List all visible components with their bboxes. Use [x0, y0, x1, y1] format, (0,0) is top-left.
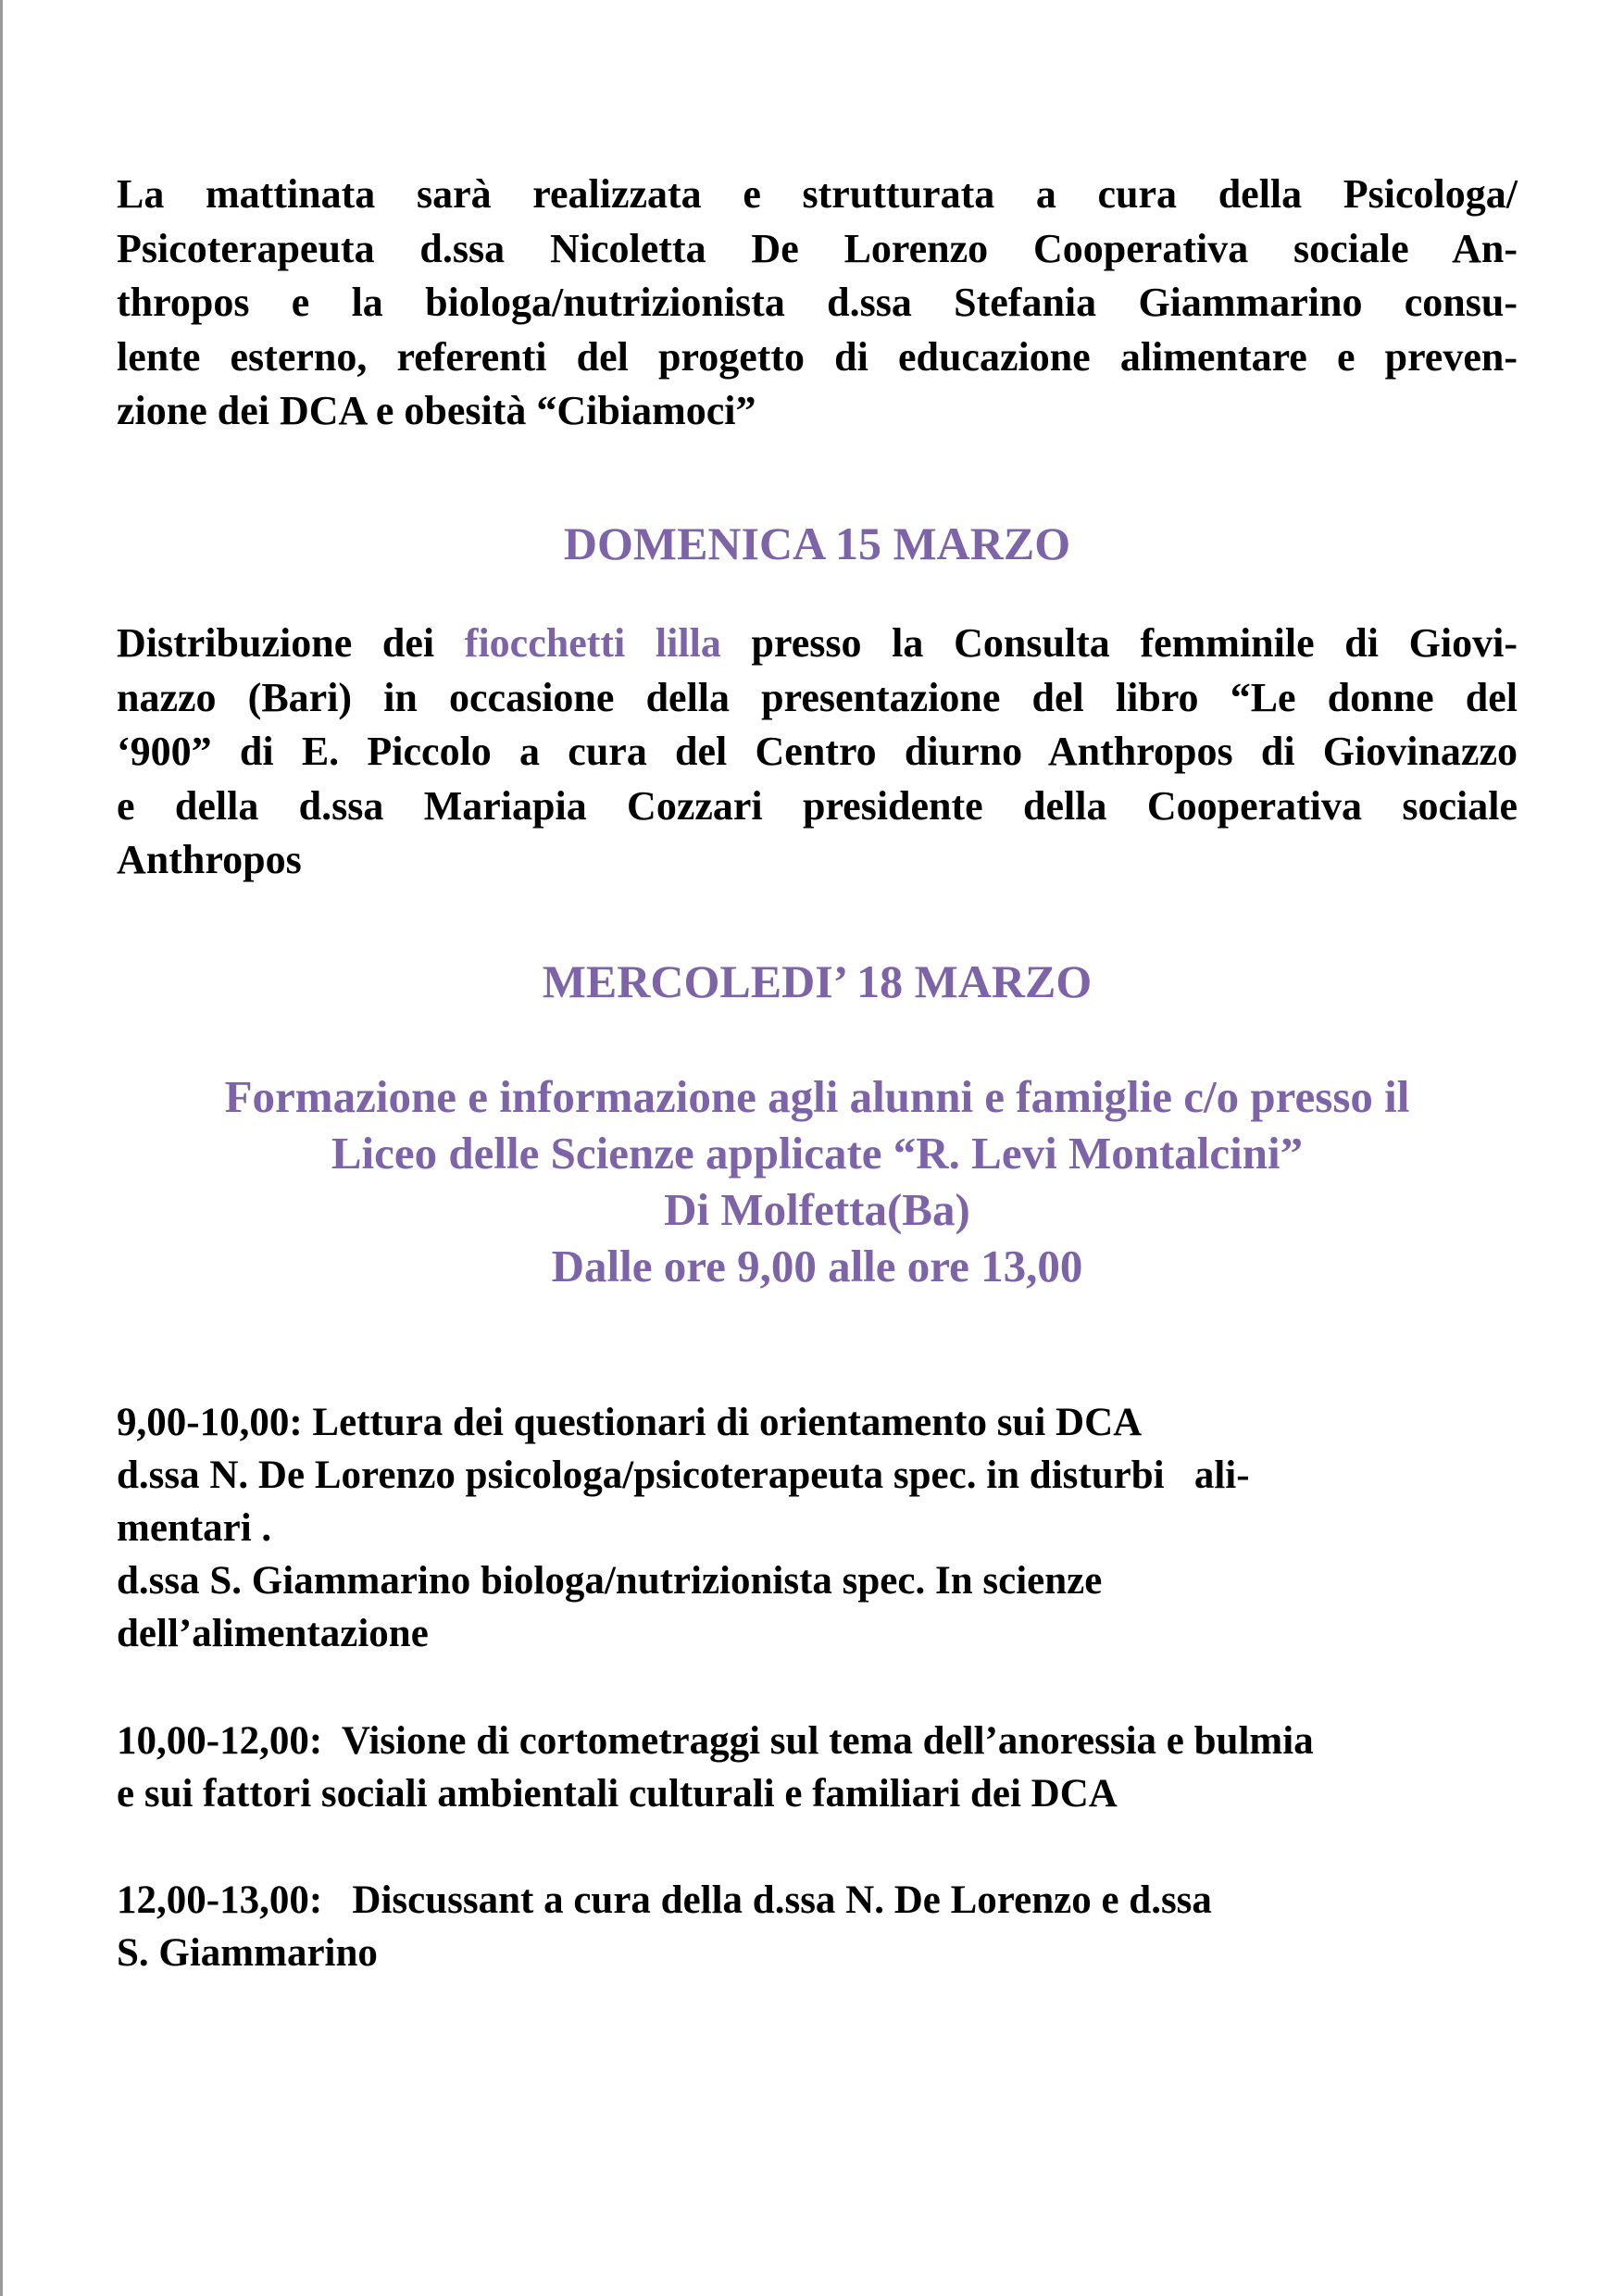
schedule-line: d.ssa N. De Lorenzo psicologa/psicoterapeuta spec. in disturbi ali- — [117, 1454, 1250, 1497]
sunday-line: e della d.ssa Mariapia Cozzari presidente della Cooperativa sociale — [117, 782, 1518, 829]
sunday-line: Anthropos — [117, 837, 302, 882]
schedule-line: dell’alimentazione — [117, 1612, 429, 1655]
event-line: Di Molfetta(Ba) — [664, 1184, 970, 1235]
sunday-line: ‘900” di E. Piccolo a cura del Centro diurno Anthropos di Giovinazzo — [117, 729, 1518, 774]
schedule-line: d.ssa S. Giammarino biologa/nutrizionista spec. In scienze — [117, 1559, 1103, 1603]
intro-line: zione dei DCA e obesità “Cibiamoci” — [117, 388, 756, 433]
intro-line: La mattinata sarà realizzata e strutturata a cura della Psicologa/ — [117, 171, 1518, 217]
lilla-ribbons-highlight: fiocchetti lilla — [464, 620, 721, 666]
wednesday-event-details — [117, 1068, 1518, 1294]
sunday-line: nazzo (Bari) in occasione della presentazione del libro “Le donne del — [117, 674, 1518, 720]
sunday-line-prefix: Distribuzione dei — [117, 620, 465, 666]
sunday-heading: DOMENICA 15 MARZO — [563, 518, 1071, 569]
sunday-line-suffix: presso la Consulta femminile di Giovi- — [720, 620, 1518, 666]
wednesday-heading: MERCOLEDI’ 18 MARZO — [542, 955, 1093, 1007]
schedule-line: e sui fattori sociali ambientali culturali e familiari dei DCA — [117, 1772, 1118, 1816]
event-line: Liceo delle Scienze applicate “R. Levi Montalcini” — [331, 1128, 1304, 1179]
schedule-line: 9,00-10,00: Lettura dei questionari di orientamento sui DCA — [117, 1401, 1143, 1444]
page-left-border — [0, 0, 3, 2296]
schedule-line: mentari . — [117, 1506, 272, 1550]
schedule-item — [117, 1715, 1518, 1820]
schedule-item — [117, 1874, 1518, 1979]
intro-paragraph — [117, 168, 1518, 439]
intro-line: lente esterno, referenti del progetto di educazione alimentare e preven- — [117, 333, 1518, 380]
schedule-line: 10,00-12,00: Visione di cortometraggi sul tema dell’anoressia e bulmia — [117, 1719, 1314, 1763]
intro-line: thropos e la biologa/nutrizionista d.ssa Stefania Giammarino consu- — [117, 280, 1518, 325]
intro-line: Psicoterapeuta d.ssa Nicoletta De Lorenzo Cooperativa sociale An- — [117, 225, 1518, 271]
event-time: Dalle ore 9,00 alle ore 13,00 — [551, 1241, 1083, 1292]
schedule-line: S. Giammarino — [117, 1931, 378, 1975]
schedule-item — [117, 1396, 1518, 1660]
sunday-paragraph — [117, 617, 1518, 888]
sunday-line — [117, 617, 1518, 671]
schedule-line: 12,00-13,00: Discussant a cura della d.ssa N. De Lorenzo e d.ssa — [117, 1878, 1212, 1922]
event-line: Formazione e informazione agli alunni e famiglie c/o presso il — [224, 1071, 1410, 1122]
